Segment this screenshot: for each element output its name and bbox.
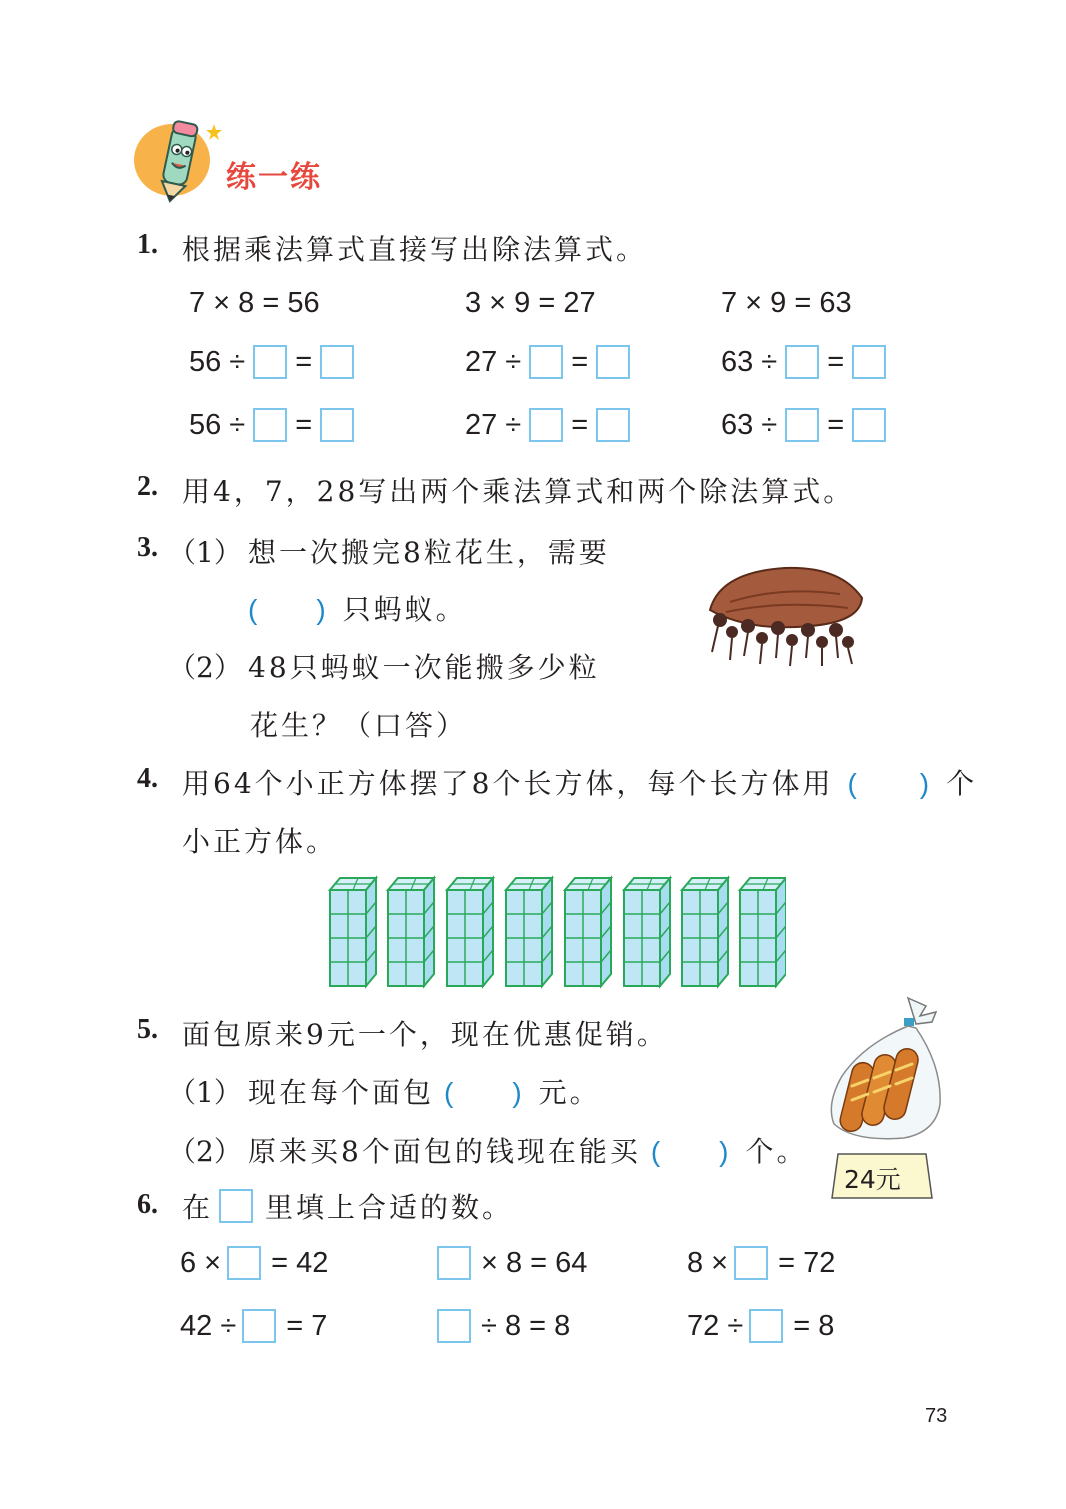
q6-row1-col1: 6 × = 42 [180,1246,329,1279]
q6-row2-col2: ÷ 8 = 8 [437,1309,570,1343]
answer-box[interactable] [253,408,287,442]
question-6-number: 6. [137,1189,158,1220]
q1-mult-2: 3 × 9 = 27 [465,287,596,319]
q3-part1-answer-line: ( ) 只蚂蚁。 [248,593,467,626]
q3-part2-text-2: 花生？（口答） [250,709,468,742]
q1-div-row1-col2: 27 ÷ = [465,345,630,379]
answer-box[interactable] [242,1309,276,1343]
q1-div-row2-col3: 63 ÷ = [721,408,886,442]
q6-row2-col3: 72 ÷ = 8 [687,1309,835,1342]
question-1-text: 根据乘法算式直接写出除法算式。 [182,233,648,266]
question-4-text: 用64个小正方体摆了8个长方体，每个长方体用 ( ) 个 [182,767,978,800]
question-2-number: 2. [137,471,158,502]
price-tag-label: 24元 [844,1165,901,1194]
question-4-text-2: 小正方体。 [182,825,338,858]
q1-mult-1: 7 × 8 = 56 [189,287,320,319]
answer-box[interactable] [529,345,563,379]
q3-part2-label: （2） [168,651,242,684]
answer-box[interactable] [785,345,819,379]
q5-part1-text: 现在每个面包 ( ) 元。 [248,1076,601,1109]
q6-row2-col1: 42 ÷ = 7 [180,1309,328,1342]
answer-box[interactable] [852,408,886,442]
answer-box[interactable] [852,345,886,379]
q5-part2-label: （2） [168,1135,242,1168]
answer-box[interactable] [437,1246,471,1280]
answer-box[interactable] [253,345,287,379]
q5-part2-text: 原来买8个面包的钱现在能买 ( ) 个。 [248,1135,808,1168]
q1-div-row1-col3: 63 ÷ = [721,345,886,379]
page-number: 73 [925,1405,948,1427]
q1-div-row2-col1: 56 ÷ = [189,408,354,442]
answer-box[interactable] [596,345,630,379]
q6-row1-col3: 8 × = 72 [687,1246,836,1279]
q3-part2-text: 48只蚂蚁一次能搬多少粒 [248,651,600,684]
answer-box[interactable] [785,408,819,442]
sample-box-icon [219,1189,253,1223]
answer-box[interactable] [529,408,563,442]
answer-box[interactable] [227,1246,261,1280]
q6-row1-col2: × 8 = 64 [437,1246,587,1280]
cuboid-row-image [326,874,786,992]
question-6-text: 在 里填上合适的数。 [182,1191,514,1224]
answer-box[interactable] [596,408,630,442]
q1-div-row1-col1: 56 ÷ = [189,345,354,379]
answer-box[interactable] [320,345,354,379]
question-2-text: 用4，7，28写出两个乘法算式和两个除法算式。 [182,475,855,508]
question-1-number: 1. [137,229,158,260]
ants-carrying-peanut-image [690,560,870,672]
mascot-pencil-icon [130,118,230,208]
question-4-number: 4. [137,763,158,794]
q1-mult-3: 7 × 9 = 63 [721,287,852,319]
q5-part1-label: （1） [168,1076,242,1109]
answer-box[interactable] [749,1309,783,1343]
question-5-number: 5. [137,1014,158,1045]
question-5-text: 面包原来9元一个，现在优惠促销。 [182,1018,668,1051]
answer-box[interactable] [734,1246,768,1280]
answer-box[interactable] [437,1309,471,1343]
q3-part1-label: （1） [168,536,242,569]
question-3-number: 3. [137,532,158,563]
price-tag [828,1150,936,1202]
q1-div-row2-col2: 27 ÷ = [465,408,630,442]
answer-box[interactable] [320,408,354,442]
q3-part1-text: 想一次搬完8粒花生，需要 [248,536,610,569]
section-title: 练一练 [226,160,322,195]
bread-bag-image [824,996,948,1144]
